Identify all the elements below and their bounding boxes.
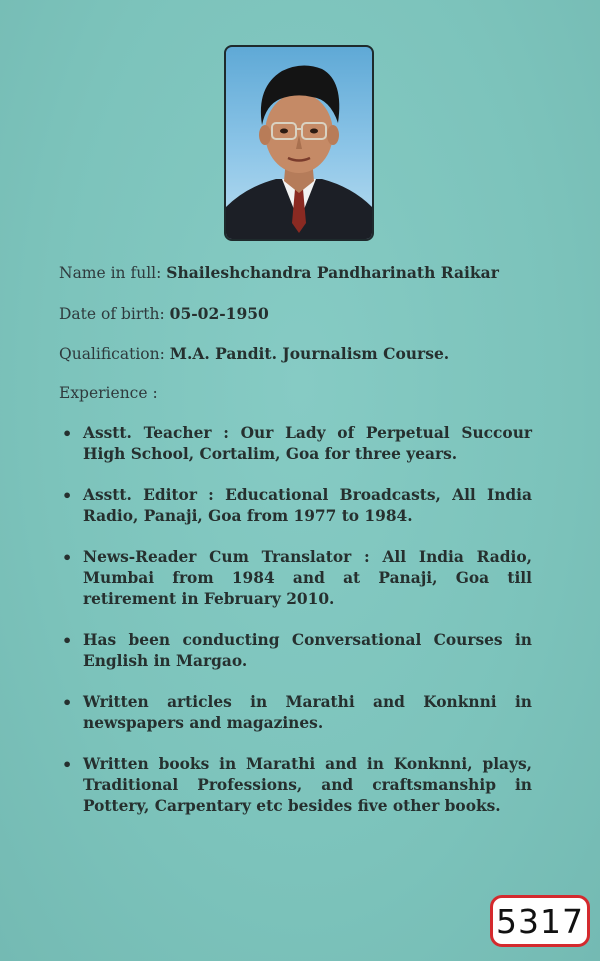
- qualification-line: [59, 344, 449, 363]
- dob-value: 05-02-1950: [169, 304, 269, 323]
- qualification-value: M.A. Pandit. Journalism Course.: [169, 344, 450, 363]
- qualification-label: Qualification:: [59, 345, 165, 363]
- dob-label: Date of birth:: [59, 305, 165, 323]
- bullet-icon: •: [62, 424, 73, 443]
- bullet-icon: •: [62, 693, 73, 712]
- bullet-icon: •: [62, 486, 73, 505]
- experience-label: Experience :: [59, 384, 158, 402]
- catalog-number-stamp: [490, 895, 590, 947]
- bullet-icon: •: [62, 755, 73, 774]
- dob-line: [59, 304, 269, 323]
- author-photo: [224, 45, 374, 241]
- experience-item-text: Written articles in Marathi and Konknni in newspapers and magazines.: [83, 693, 532, 732]
- experience-item-text: Asstt. Teacher : Our Lady of Perpetual Succour High School, Cortalim, Goa for three years.: [83, 424, 532, 463]
- name-label: Name in full:: [59, 264, 162, 282]
- experience-item-text: News-Reader Cum Translator : All India Radio, Mumbai from 1984 and at Panaji, Goa till retirement in February 2010.: [83, 548, 532, 608]
- stamp-number: 5317: [496, 901, 584, 941]
- author-portrait-illustration: [226, 47, 372, 239]
- experience-list: [62, 423, 532, 817]
- experience-item: [62, 692, 532, 734]
- experience-item-text: Asstt. Editor : Educational Broadcasts, All India Radio, Panaji, Goa from 1977 to 1984.: [83, 486, 532, 525]
- bullet-icon: •: [62, 548, 73, 567]
- name-value: Shaileshchandra Pandharinath Raikar: [166, 263, 499, 282]
- experience-heading: [59, 384, 158, 402]
- experience-item-text: Has been conducting Conversational Courses in English in Margao.: [83, 631, 532, 670]
- experience-item: [62, 547, 532, 610]
- experience-item: [62, 630, 532, 672]
- experience-item-text: Written books in Marathi and in Konknni, plays, Traditional Professions, and craftsmanship in Pottery, Carpentary etc besides five other books.: [83, 755, 532, 815]
- experience-item: [62, 754, 532, 817]
- name-line: [59, 263, 499, 282]
- experience-item: [62, 423, 532, 465]
- experience-item: [62, 485, 532, 527]
- bullet-icon: •: [62, 631, 73, 650]
